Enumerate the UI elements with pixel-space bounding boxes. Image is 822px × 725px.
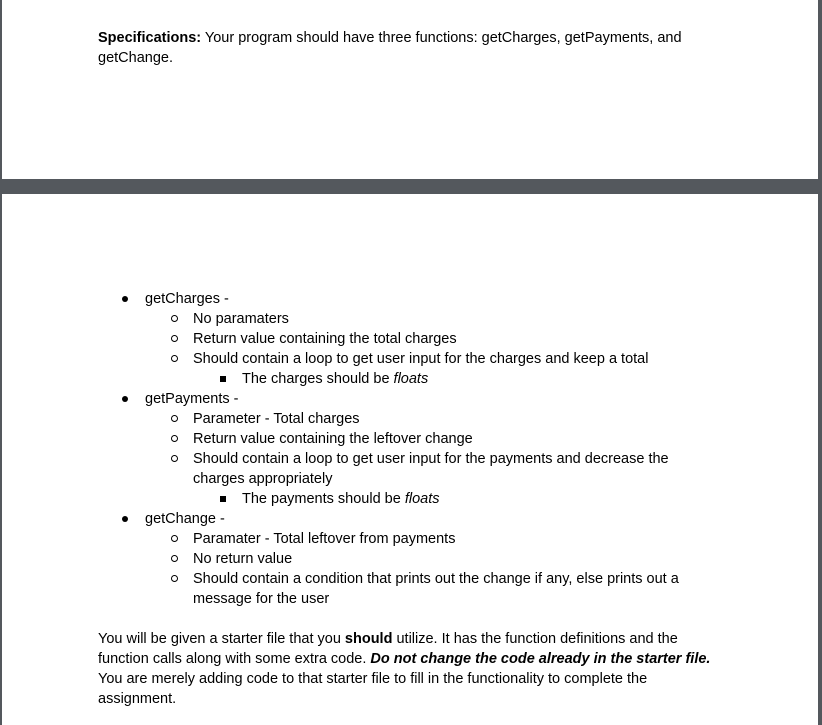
sub-list-item: The charges should be floats	[242, 371, 429, 387]
document-page-2	[2, 194, 818, 725]
bullet-square-icon	[220, 496, 226, 502]
sub-list-item: The payments should be floats	[242, 491, 440, 507]
bullet-circle-icon	[171, 555, 178, 562]
list-item: No return value	[193, 551, 293, 567]
specifications-text: Your program should have three functions: getCharges, getPayments, and	[201, 30, 682, 46]
paragraph-line-4: assignment.	[98, 691, 177, 707]
bullet-circle-icon	[171, 355, 178, 362]
bullet-circle-icon	[171, 335, 178, 342]
bullet-disc-icon	[122, 396, 128, 402]
list-item: Return value containing the leftover change	[193, 431, 473, 447]
list-item: Should contain a condition that prints out the change if any, else prints out a	[193, 571, 679, 587]
bullet-disc-icon	[122, 296, 128, 302]
list-item: Should contain a loop to get user input for the charges and keep a total	[193, 351, 649, 367]
list-item: Should contain a loop to get user input for the payments and decrease the	[193, 451, 669, 467]
list-item: No paramaters	[193, 311, 289, 327]
bullet-circle-icon	[171, 435, 178, 442]
list-item: Return value containing the total charges	[193, 331, 457, 347]
bullet-disc-icon	[122, 516, 128, 522]
list-item-continued: charges appropriately	[193, 471, 333, 487]
paragraph-line-3: You are merely adding code to that starter file to fill in the functionality to complete the	[98, 671, 648, 687]
specifications-label: Specifications:	[98, 30, 202, 46]
bullet-circle-icon	[171, 315, 178, 322]
list-item: Parameter - Total charges	[193, 411, 360, 427]
bullet-circle-icon	[171, 535, 178, 542]
bullet-circle-icon	[171, 455, 178, 462]
function-getcharges: getCharges -	[145, 291, 229, 307]
bullet-circle-icon	[171, 415, 178, 422]
function-getpayments: getPayments -	[145, 391, 239, 407]
bullet-square-icon	[220, 376, 226, 382]
document-page-1	[2, 0, 818, 179]
specifications-line-2: getChange.	[98, 50, 173, 66]
paragraph-line-2: function calls along with some extra code. Do not change the code already in the starter file.	[98, 651, 711, 667]
list-item: Paramater - Total leftover from payments	[193, 531, 456, 547]
specifications-line-1	[98, 28, 682, 48]
function-getchange: getChange -	[145, 511, 225, 527]
list-item-continued: message for the user	[193, 591, 330, 607]
paragraph-line-1: You will be given a starter file that you should utilize. It has the function definitions and the	[98, 631, 678, 647]
bullet-circle-icon	[171, 575, 178, 582]
